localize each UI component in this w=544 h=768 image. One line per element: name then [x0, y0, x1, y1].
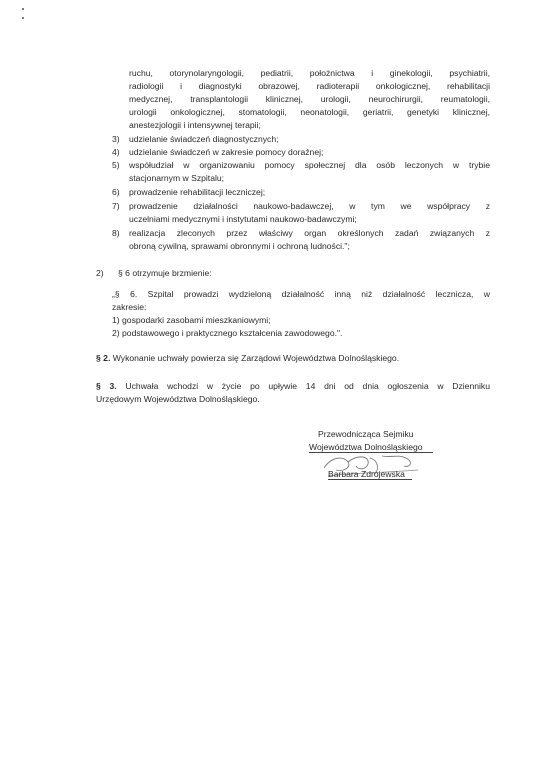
section-3-line: Urzędowym Województwa Dolnośląskiego. [96, 394, 260, 404]
list-number: 7) [112, 201, 120, 211]
section-2 [96, 352, 399, 364]
list-text: prowadzenie działalności naukowo-badawczej, w tym we współpracy z [129, 201, 490, 211]
text-line: urologii onkologicznej, stomatologii, neonatologii, geriatrii, genetyki klinicznej, [129, 107, 490, 117]
list-text: uczelniami medycznymi i instytutami naukowo-badawczymi; [129, 214, 357, 224]
point-text: § 6 otrzymuje brzmienie: [118, 268, 212, 278]
text-line: anestezjologii i intensywnej terapii; [129, 120, 261, 130]
list-item [112, 133, 490, 146]
text-line: radiologii i diagnostyki obrazowej, radioterapii onkologicznej, rehabilitacji [129, 81, 490, 91]
signature-underline [328, 479, 412, 480]
list-number: 6) [112, 187, 120, 197]
list-item [112, 186, 490, 199]
text-line: medycznej, transplantologii klinicznej, urologii, neurochirurgii, reumatologii, [129, 94, 490, 104]
list-text: realizacja zleconych przez właściwy organ określonych zadań związanych z [129, 228, 490, 238]
list-text: współudział w organizowaniu pomocy społecznej dla osób leczonych w trybie [129, 160, 490, 170]
list-item [112, 146, 490, 159]
list-text: stacjonarnym w Szpitalu; [129, 173, 225, 183]
list-number: 4) [112, 147, 120, 157]
list-text: udzielanie świadczeń diagnostycznych; [129, 134, 279, 144]
section-text: Uchwała wchodzi w życie po upływie 14 dni od dnia ogłoszenia w Dzienniku [125, 381, 491, 391]
list-number: 5) [112, 160, 120, 170]
list-item [112, 159, 490, 185]
list-item [112, 227, 490, 253]
section-text: Wykonanie uchwały powierza się Zarządowi Województwa Dolnośląskiego. [112, 353, 400, 363]
list-text: prowadzenie rehabilitacji leczniczej; [129, 187, 266, 197]
list-number: 8) [112, 228, 120, 238]
section-label: § 3. [96, 381, 117, 391]
list-number: 3) [112, 134, 120, 144]
signature-title: Województwa Dolnośląskiego [309, 442, 423, 452]
section-3-line [96, 380, 490, 392]
list-item [112, 200, 490, 226]
quote-list-item: 2) podstawowego i praktycznego kształcenia zawodowego.". [112, 328, 343, 338]
section-label: § 2. [96, 353, 111, 363]
signatory-name: Barbara Zdrojewska [328, 469, 405, 479]
quote-line: „§ 6. Szpital prowadzi wydzieloną działalność inną niż działalność lecznicza, w [112, 289, 490, 299]
point-number: 2) [96, 268, 104, 278]
quote-list-item: 1) gospodarki zasobami mieszkaniowymi; [112, 315, 271, 325]
text-line: ruchu, otorynolaryngologii, pediatrii, położnictwa i ginekologii, psychiatrii, [129, 68, 490, 78]
punch-hole-mark [22, 8, 24, 10]
list-text: obroną cywilną, sprawami obronnymi i ochroną ludności."; [129, 241, 350, 251]
punch-hole-mark [22, 17, 24, 19]
quote-line: zakresie: [112, 302, 147, 312]
signature-title: Przewodnicząca Sejmiku [318, 429, 414, 439]
list-text: udzielanie świadczeń w zakresie pomocy doraźnej; [129, 147, 324, 157]
